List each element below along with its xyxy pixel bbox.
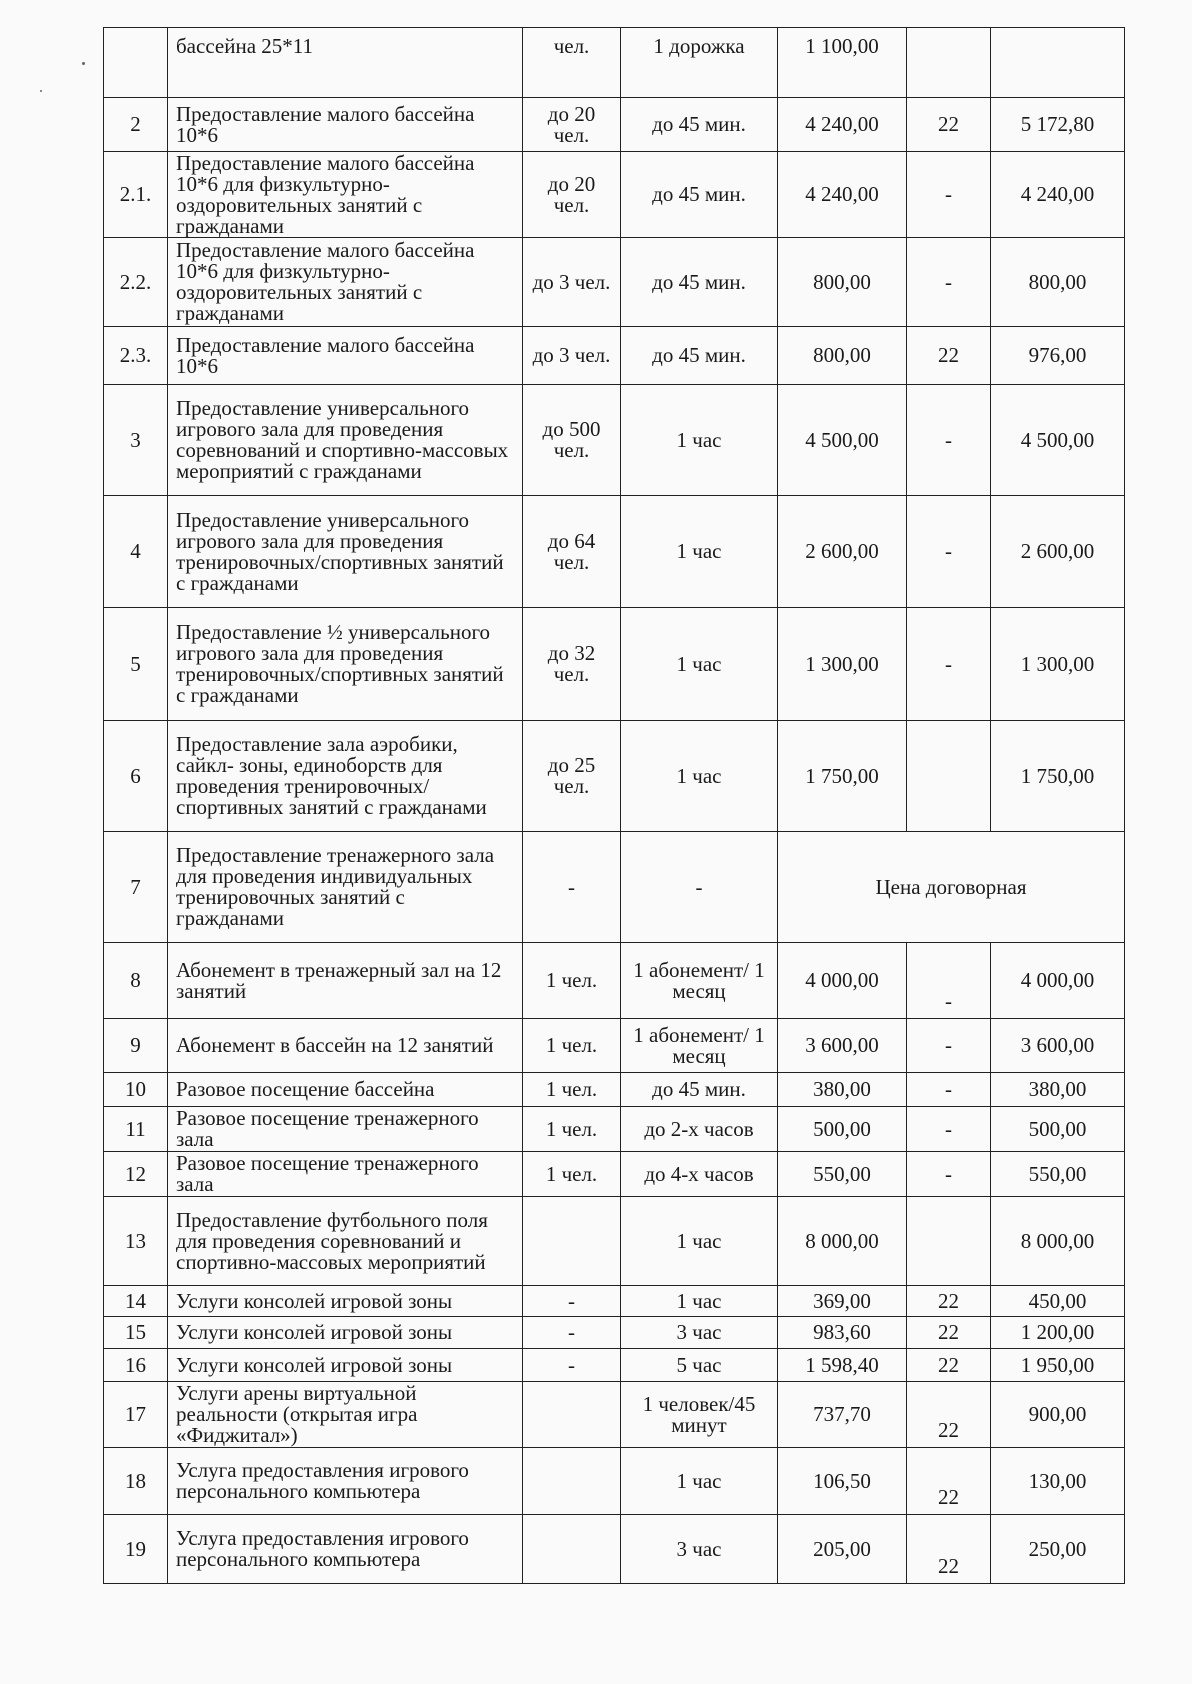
- row-number-cell: 14: [104, 1286, 168, 1317]
- total-cell: 450,00: [991, 1286, 1125, 1317]
- table-row: [104, 1019, 1125, 1073]
- row-number-cell: 4: [104, 496, 168, 608]
- capacity-cell: [523, 1515, 621, 1584]
- total-cell: 4 500,00: [991, 385, 1125, 496]
- service-name-cell: Предоставление зала аэробики, сайкл- зоны, единоборств для проведения тренировочных/спортивных занятий с гражданами: [168, 721, 523, 832]
- row-number-cell: 11: [104, 1107, 168, 1152]
- row-number-cell: 7: [104, 832, 168, 943]
- table-row: [104, 496, 1125, 608]
- capacity-cell: 1 чел.: [523, 1073, 621, 1107]
- row-number-cell: 19: [104, 1515, 168, 1584]
- service-name-cell: Услуга предоставления игрового персонального компьютера: [168, 1515, 523, 1584]
- price-cell: 4 240,00: [778, 152, 907, 238]
- unit-cell: 5 час: [621, 1349, 778, 1382]
- row-number-cell: 2.3.: [104, 327, 168, 385]
- table-row: [104, 608, 1125, 721]
- vat-cell: -: [907, 385, 991, 496]
- capacity-cell: 1 чел.: [523, 1107, 621, 1152]
- price-cell: 550,00: [778, 1152, 907, 1197]
- service-name-cell: Предоставление ½ универсального игрового зала для проведения тренировочных/спортивных занятий с гражданами: [168, 608, 523, 721]
- service-name-cell: Предоставление малого бассейна 10*6: [168, 327, 523, 385]
- capacity-cell: [523, 1448, 621, 1515]
- total-cell: 1 950,00: [991, 1349, 1125, 1382]
- unit-cell: 1 абонемент/ 1 месяц: [621, 1019, 778, 1073]
- table-row: [104, 327, 1125, 385]
- service-name-cell: бассейна 25*11: [168, 28, 523, 98]
- table-row: [104, 152, 1125, 238]
- unit-cell: 1 человек/45 минут: [621, 1382, 778, 1448]
- unit-cell: до 45 мин.: [621, 327, 778, 385]
- unit-cell: 1 час: [621, 721, 778, 832]
- unit-cell: 1 дорожка: [621, 28, 778, 98]
- unit-cell: 1 час: [621, 496, 778, 608]
- table-row: [104, 98, 1125, 152]
- table-row: [104, 721, 1125, 832]
- row-number-cell: 2: [104, 98, 168, 152]
- price-cell: 380,00: [778, 1073, 907, 1107]
- table-row: [104, 1152, 1125, 1197]
- service-name-cell: Абонемент в тренажерный зал на 12 занятий: [168, 943, 523, 1019]
- row-number-cell: 17: [104, 1382, 168, 1448]
- capacity-cell: до 20 чел.: [523, 152, 621, 238]
- vat-cell: 22: [907, 327, 991, 385]
- capacity-cell: 1 чел.: [523, 1152, 621, 1197]
- capacity-cell: до 25 чел.: [523, 721, 621, 832]
- capacity-cell: 1 чел.: [523, 1019, 621, 1073]
- scan-speck: [82, 62, 85, 65]
- unit-cell: до 45 мин.: [621, 98, 778, 152]
- price-cell: 3 600,00: [778, 1019, 907, 1073]
- unit-cell: 1 час: [621, 385, 778, 496]
- service-name-cell: Услуги консолей игровой зоны: [168, 1317, 523, 1349]
- unit-cell: 3 час: [621, 1515, 778, 1584]
- price-cell: 2 600,00: [778, 496, 907, 608]
- vat-cell: -: [907, 1073, 991, 1107]
- table-row: [104, 1448, 1125, 1515]
- total-cell: 380,00: [991, 1073, 1125, 1107]
- service-name-cell: Предоставление малого бассейна 10*6 для физкультурно-оздоровительных занятий с гражданами: [168, 238, 523, 327]
- service-name-cell: Разовое посещение бассейна: [168, 1073, 523, 1107]
- unit-cell: до 45 мин.: [621, 152, 778, 238]
- row-number-cell: 6: [104, 721, 168, 832]
- vat-cell: [907, 1197, 991, 1286]
- table-row: [104, 238, 1125, 327]
- service-name-cell: Предоставление малого бассейна 10*6 для физкультурно-оздоровительных занятий с гражданами: [168, 152, 523, 238]
- service-name-cell: Услуги консолей игровой зоны: [168, 1286, 523, 1317]
- service-name-cell: Абонемент в бассейн на 12 занятий: [168, 1019, 523, 1073]
- price-cell: 983,60: [778, 1317, 907, 1349]
- total-cell: 2 600,00: [991, 496, 1125, 608]
- row-number-cell: 10: [104, 1073, 168, 1107]
- vat-cell: -: [907, 152, 991, 238]
- table-row: [104, 1382, 1125, 1448]
- service-name-cell: Предоставление универсального игрового зала для проведения соревнований и спортивно-массовых мероприятий с гражданами: [168, 385, 523, 496]
- service-name-cell: Предоставление тренажерного зала для проведения индивидуальных тренировочных занятий с гражданами: [168, 832, 523, 943]
- capacity-cell: до 32 чел.: [523, 608, 621, 721]
- row-number-cell: 5: [104, 608, 168, 721]
- capacity-cell: -: [523, 1349, 621, 1382]
- table-row: [104, 832, 1125, 943]
- total-cell: 1 200,00: [991, 1317, 1125, 1349]
- row-number-cell: 12: [104, 1152, 168, 1197]
- service-name-cell: Услуги арены виртуальной реальности (открытая игра «Фиджитал»): [168, 1382, 523, 1448]
- table-row: [104, 385, 1125, 496]
- table-row: [104, 1197, 1125, 1286]
- service-name-cell: Услуга предоставления игрового персонального компьютера: [168, 1448, 523, 1515]
- unit-cell: до 4-х часов: [621, 1152, 778, 1197]
- total-cell: 900,00: [991, 1382, 1125, 1448]
- price-cell: 369,00: [778, 1286, 907, 1317]
- unit-cell: 1 час: [621, 1197, 778, 1286]
- row-number-cell: 3: [104, 385, 168, 496]
- capacity-cell: -: [523, 832, 621, 943]
- capacity-cell: до 3 чел.: [523, 327, 621, 385]
- price-cell: 1 750,00: [778, 721, 907, 832]
- row-number-cell: 15: [104, 1317, 168, 1349]
- table-row: [104, 943, 1125, 1019]
- total-cell: [991, 28, 1125, 98]
- vat-cell: -: [907, 496, 991, 608]
- table-row: [104, 1317, 1125, 1349]
- price-cell: 1 100,00: [778, 28, 907, 98]
- unit-cell: до 2-х часов: [621, 1107, 778, 1152]
- unit-cell: 1 час: [621, 1286, 778, 1317]
- total-cell: 8 000,00: [991, 1197, 1125, 1286]
- vat-cell: 22: [907, 1317, 991, 1349]
- capacity-cell: 1 чел.: [523, 943, 621, 1019]
- price-cell: 4 500,00: [778, 385, 907, 496]
- vat-cell: [907, 721, 991, 832]
- row-number-cell: 2.2.: [104, 238, 168, 327]
- total-cell: 800,00: [991, 238, 1125, 327]
- table-row: [104, 1107, 1125, 1152]
- table-row: [104, 1515, 1125, 1584]
- row-number-cell: 13: [104, 1197, 168, 1286]
- service-name-cell: Предоставление футбольного поля для проведения соревнований и спортивно-массовых мероприятий: [168, 1197, 523, 1286]
- row-number-cell: [104, 28, 168, 98]
- capacity-cell: до 20 чел.: [523, 98, 621, 152]
- row-number-cell: 9: [104, 1019, 168, 1073]
- capacity-cell: [523, 1197, 621, 1286]
- row-number-cell: 2.1.: [104, 152, 168, 238]
- vat-cell: 22: [907, 1382, 991, 1448]
- service-name-cell: Услуги консолей игровой зоны: [168, 1349, 523, 1382]
- unit-cell: до 45 мин.: [621, 238, 778, 327]
- vat-cell: -: [907, 1152, 991, 1197]
- price-cell: 8 000,00: [778, 1197, 907, 1286]
- price-cell: 106,50: [778, 1448, 907, 1515]
- unit-cell: -: [621, 832, 778, 943]
- total-cell: 1 300,00: [991, 608, 1125, 721]
- vat-cell: -: [907, 943, 991, 1019]
- negotiable-price-cell: Цена договорная: [778, 832, 1125, 943]
- row-number-cell: 18: [104, 1448, 168, 1515]
- vat-cell: -: [907, 1107, 991, 1152]
- price-cell: 800,00: [778, 238, 907, 327]
- capacity-cell: до 500 чел.: [523, 385, 621, 496]
- total-cell: 250,00: [991, 1515, 1125, 1584]
- price-cell: 1 300,00: [778, 608, 907, 721]
- row-number-cell: 8: [104, 943, 168, 1019]
- vat-cell: [907, 28, 991, 98]
- capacity-cell: -: [523, 1317, 621, 1349]
- vat-cell: 22: [907, 1448, 991, 1515]
- unit-cell: до 45 мин.: [621, 1073, 778, 1107]
- capacity-cell: до 64 чел.: [523, 496, 621, 608]
- price-table: [103, 27, 1125, 1584]
- total-cell: 130,00: [991, 1448, 1125, 1515]
- price-cell: 800,00: [778, 327, 907, 385]
- service-name-cell: Предоставление малого бассейна 10*6: [168, 98, 523, 152]
- service-name-cell: Разовое посещение тренажерного зала: [168, 1152, 523, 1197]
- price-cell: 500,00: [778, 1107, 907, 1152]
- price-cell: 4 240,00: [778, 98, 907, 152]
- table-row: [104, 1073, 1125, 1107]
- capacity-cell: до 3 чел.: [523, 238, 621, 327]
- vat-cell: -: [907, 238, 991, 327]
- total-cell: 5 172,80: [991, 98, 1125, 152]
- unit-cell: 1 час: [621, 1448, 778, 1515]
- price-cell: 1 598,40: [778, 1349, 907, 1382]
- capacity-cell: чел.: [523, 28, 621, 98]
- unit-cell: 3 час: [621, 1317, 778, 1349]
- total-cell: 4 240,00: [991, 152, 1125, 238]
- unit-cell: 1 час: [621, 608, 778, 721]
- table-row: [104, 1349, 1125, 1382]
- total-cell: 976,00: [991, 327, 1125, 385]
- service-name-cell: Предоставление универсального игрового зала для проведения тренировочных/спортивных занятий с гражданами: [168, 496, 523, 608]
- table-row: [104, 28, 1125, 98]
- total-cell: 500,00: [991, 1107, 1125, 1152]
- total-cell: 550,00: [991, 1152, 1125, 1197]
- row-number-cell: 16: [104, 1349, 168, 1382]
- vat-cell: 22: [907, 1349, 991, 1382]
- total-cell: 4 000,00: [991, 943, 1125, 1019]
- price-cell: 737,70: [778, 1382, 907, 1448]
- capacity-cell: -: [523, 1286, 621, 1317]
- vat-cell: 22: [907, 1286, 991, 1317]
- vat-cell: -: [907, 608, 991, 721]
- price-cell: 205,00: [778, 1515, 907, 1584]
- vat-cell: 22: [907, 98, 991, 152]
- service-name-cell: Разовое посещение тренажерного зала: [168, 1107, 523, 1152]
- price-cell: 4 000,00: [778, 943, 907, 1019]
- table-row: [104, 1286, 1125, 1317]
- vat-cell: 22: [907, 1515, 991, 1584]
- capacity-cell: [523, 1382, 621, 1448]
- total-cell: 3 600,00: [991, 1019, 1125, 1073]
- unit-cell: 1 абонемент/ 1 месяц: [621, 943, 778, 1019]
- total-cell: 1 750,00: [991, 721, 1125, 832]
- scan-speck: [40, 90, 42, 92]
- vat-cell: -: [907, 1019, 991, 1073]
